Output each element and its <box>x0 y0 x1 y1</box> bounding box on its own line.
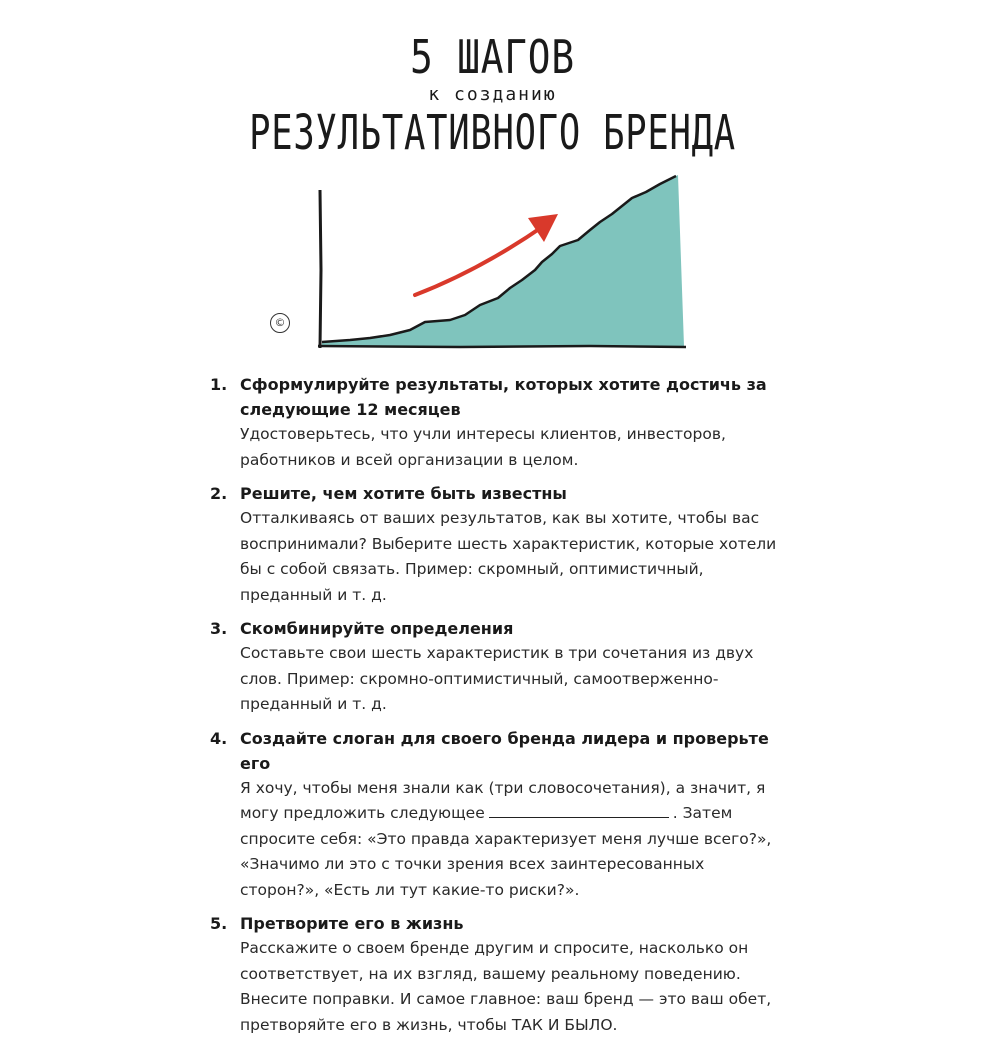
step-body: Отталкиваясь от ваших результатов, как вы хотите, чтобы вас воспринимали? Выберите шесть характеристик, которые хотели бы с собой связать. Пример: скромный, оптимистичный, преданный и т. д. <box>240 509 777 604</box>
step-body-before-blank: Я хочу, чтобы меня знали как (три словосочетания), а значит, я могу предложить следующее <box>240 778 766 822</box>
step-5 <box>210 911 780 1038</box>
title-top: 5 ШАГОВ <box>410 30 575 84</box>
step-body: Удостоверьтесь, что учли интересы клиентов, инвесторов, работников и всей организации в целом. <box>240 425 726 469</box>
x-axis <box>318 346 686 347</box>
step-body <box>240 776 780 904</box>
step-number: 5. <box>210 914 228 933</box>
step-title: Сформулируйте результаты, которых хотите достичь за следующие 12 месяцев <box>240 375 767 419</box>
step-title: Претворите его в жизнь <box>240 914 464 933</box>
step-number: 1. <box>210 375 228 394</box>
title-subtitle: к созданию <box>428 84 557 105</box>
step-number: 2. <box>210 484 228 503</box>
title-main: РЕЗУЛЬТАТИВНОГО БРЕНДА <box>249 105 736 161</box>
steps-list <box>210 372 780 1046</box>
step-title: Создайте слоган для своего бренда лидера и проверьте его <box>240 728 769 773</box>
step-4 <box>210 726 780 904</box>
fill-in-blank <box>489 801 669 818</box>
step-title: Скомбинируйте определения <box>240 619 514 638</box>
step-body: Составьте свои шесть характеристик в три сочетания из двух слов. Пример: скромно-оптимистичный, самоотверженно-преданный и т. д. <box>240 644 754 713</box>
step-2 <box>210 481 780 608</box>
step-number: 3. <box>210 619 228 638</box>
step-body-after-blank: . Затем спросите себя: «Это правда характеризует меня лучше всего?», «Значимо ли это с точки зрения всех заинтересованных сторон?», «Есть ли тут какие-то риски?». <box>240 804 772 899</box>
growth-illustration <box>260 170 700 360</box>
step-body: Расскажите о своем бренде другим и спросите, насколько он соответствует, на их взгляд, вашему реальному поведению. Внесите поправки. И самое главное: ваш бренд — это ваш обет, претворяйте его в жизнь, чтобы ТАК И БЫЛО. <box>240 939 772 1034</box>
y-axis <box>320 190 321 348</box>
step-1 <box>210 372 780 473</box>
step-number: 4. <box>210 728 228 748</box>
copyright-mark: © <box>270 313 290 333</box>
step-3 <box>210 616 780 718</box>
trend-arrow-head <box>528 214 558 242</box>
step-title: Решите, чем хотите быть известны <box>240 484 567 503</box>
